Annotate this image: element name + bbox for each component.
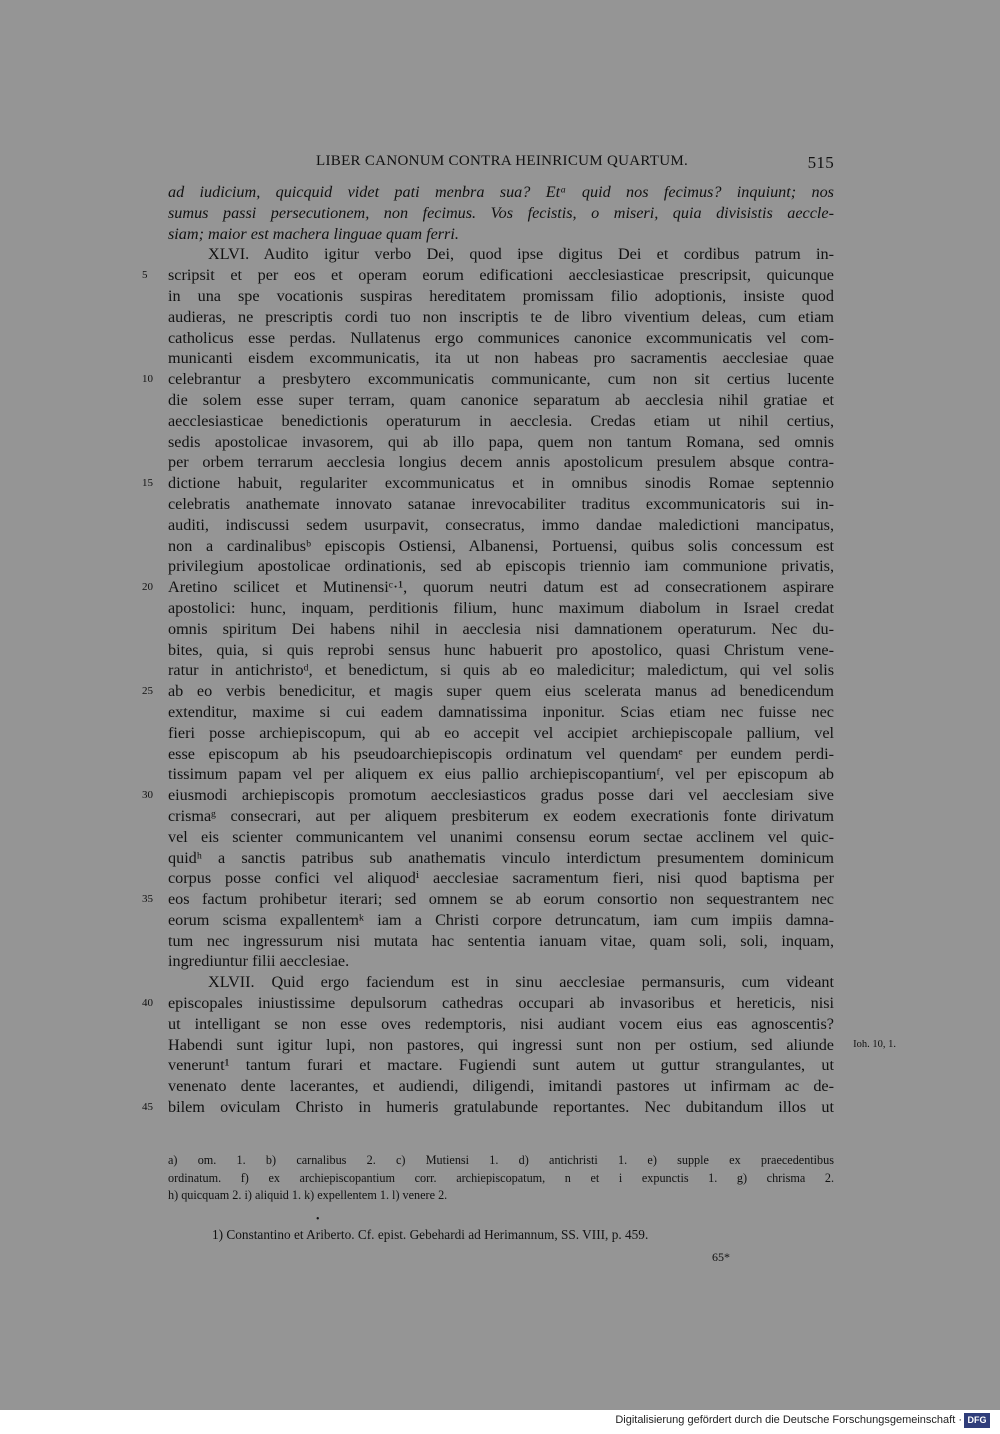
text-line bbox=[168, 1076, 834, 1097]
text-line bbox=[168, 744, 834, 765]
line-text: sedis apostolicae invasorem, qui ab illo papa, quem non tantum Romana, sed omnis bbox=[168, 432, 834, 451]
line-text: bilem oviculam Christo in humeris gratulabunde reportantes. Nec dubitandum illos ut bbox=[168, 1098, 834, 1117]
line-number: 5 bbox=[142, 269, 148, 282]
text-line bbox=[168, 848, 834, 869]
line-text: municanti eisdem excommunicatis, ita ut non habeas pro sacramentis aecclesiae quae bbox=[168, 349, 834, 368]
line-text: episcopales iniustissime depulsorum cathedras occupari ab invasoribus et hereticis, nisi bbox=[168, 994, 834, 1013]
line-text: tissimum papam vel per aliquem ex eius pallio archiepiscopantiumᶠ, vel per episcopum ab bbox=[168, 765, 834, 784]
text-line bbox=[168, 390, 834, 411]
text-line bbox=[168, 1055, 834, 1076]
line-text: tum nec ingressurum nisi mutata hac sententia ianuam vitae, quam soli, soli, inquam, bbox=[168, 931, 834, 950]
line-text: fieri posse archiepiscopum, qui ab eo accepit vel accipiet archiepiscopale pallium, vel bbox=[168, 723, 834, 742]
text-line bbox=[168, 764, 834, 785]
line-text: sumus passi persecutionem, non fecimus. Vos fecistis, o miseri, quia divisistis aeccle- bbox=[168, 203, 834, 222]
text-line bbox=[142, 473, 834, 494]
line-text: Habendi sunt igitur lupi, non pastores, qui ingressi sunt non per ostium, sed aliunde bbox=[168, 1035, 834, 1054]
text-line bbox=[168, 1014, 834, 1035]
text-line bbox=[168, 452, 834, 473]
text-line bbox=[168, 827, 834, 848]
text-line bbox=[142, 889, 834, 910]
text-line bbox=[168, 536, 834, 557]
text-line bbox=[142, 265, 834, 286]
line-text: venerunt¹ tantum furari et mactare. Fugiendi sunt autem ut guttur strangulantes, ut bbox=[168, 1056, 834, 1075]
line-text: aecclesiasticae benedictionis operaturum in aecclesia. Credas etiam ut nihil certius, bbox=[168, 411, 834, 430]
text-line bbox=[168, 931, 834, 952]
text-line bbox=[168, 868, 834, 889]
footnote-line: h) quicquam 2. i) aliquid 1. k) expellentem 1. l) venere 2. bbox=[168, 1188, 448, 1202]
line-number: 20 bbox=[142, 581, 153, 594]
line-text: XLVI. Audito igitur verbo Dei, quod ipse digitus Dei et cordibus patrum in- bbox=[208, 245, 834, 264]
dfg-logo-icon: DFG bbox=[964, 1413, 990, 1428]
line-text: dictione habuit, regulariter excommunicatus et in omnibus sinodis Romae septennio bbox=[168, 474, 834, 493]
text-line bbox=[168, 328, 834, 349]
text-line bbox=[168, 806, 834, 827]
line-text: corpus posse confici vel aliquodⁱ aecclesiae sacramentum fieri, nisi quod baptisma per bbox=[168, 869, 834, 888]
line-number: 15 bbox=[142, 477, 153, 490]
text-line bbox=[168, 660, 834, 681]
text-line bbox=[168, 224, 834, 245]
line-text: privilegium apostolicae ordinationis, sed ab episcopis triennio iam communione privatis, bbox=[168, 557, 834, 576]
line-text: crismaᵍ consecrari, aut per aliquem presbiterum ex eodem execrationis fonte dirivatum bbox=[168, 806, 834, 825]
main-text-block bbox=[142, 182, 896, 1118]
line-text: esse episcopum ab his pseudoarchiepiscopis ordinatum vel quendamᵉ per eundem perdi- bbox=[168, 744, 834, 763]
text-line bbox=[142, 993, 834, 1014]
text-line bbox=[168, 411, 834, 432]
line-number: 10 bbox=[142, 373, 153, 386]
text-line bbox=[168, 640, 834, 661]
text-line bbox=[142, 577, 834, 598]
line-text: per orbem terrarum aecclesia longius decem annis apostolicum presulem absque contra- bbox=[168, 453, 834, 472]
text-line bbox=[168, 182, 834, 203]
line-text: celebrantur a presbytero excommunicatis communicante, cum non sit certius lucente bbox=[168, 370, 834, 389]
line-text: bites, quia, si quis reprobi sensus hunc habuerit pro apostolico, quasi Christum vene- bbox=[168, 640, 834, 659]
text-line bbox=[168, 723, 834, 744]
line-text: audieras, ne prescriptis cordi tuo non inscriptis te de libro viventium deleas, cum etiam bbox=[168, 307, 834, 326]
line-text: XLVII. Quid ergo faciendum est in sinu aecclesiae permansuris, cum videant bbox=[208, 973, 834, 992]
line-text: auditi, indiscussi sedem usurpavit, consecratus, immo dandae maledictioni mancipatus, bbox=[168, 515, 834, 534]
line-text: eiusmodi archiepiscopis promotum aecclesiasticos gradus posse dari vel aecclesiam sive bbox=[168, 786, 834, 805]
line-number: 35 bbox=[142, 893, 153, 906]
critical-apparatus bbox=[168, 1152, 834, 1205]
text-line bbox=[168, 286, 834, 307]
line-number: 25 bbox=[142, 685, 153, 698]
line-text: scripsit et per eos et operam eorum edificationi aecclesiasticae prescripsit, quicunque bbox=[168, 266, 834, 285]
running-header bbox=[168, 153, 834, 175]
line-text: vel eis scienter communicantem vel unanimi consensu eorum sectae acclinem vel quic- bbox=[168, 827, 834, 846]
line-number: 30 bbox=[142, 789, 153, 802]
line-text: ab eo verbis benedicitur, et magis super quem eius scelerata manus ad benedicendum bbox=[168, 682, 834, 701]
line-text: eos factum prohibetur iterari; sed omnem se ab eorum consortio non sequestrantem nec bbox=[168, 890, 834, 909]
line-text: quidʰ a sanctis patribus sub anathematis vinculo interdictum presumentem dominicum bbox=[168, 848, 834, 867]
line-text: die solem esse super terram, quam canonice separatum ab aecclesia nihil gratiae et bbox=[168, 390, 834, 409]
text-line bbox=[168, 702, 834, 723]
text-line bbox=[168, 1035, 896, 1056]
line-text: non a cardinalibusᵇ episcopis Ostiensi, Albanensi, Portuensi, quibus solis concessum est bbox=[168, 536, 834, 555]
text-line bbox=[168, 598, 834, 619]
line-text: in una spe vocationis suspiras hereditatem promissam filio adoptionis, insiste quod bbox=[168, 286, 834, 305]
text-line bbox=[168, 910, 834, 931]
text-line bbox=[168, 556, 834, 577]
running-title: LIBER CANONUM CONTRA HEINRICUM QUARTUM. bbox=[316, 153, 689, 169]
text-line bbox=[168, 619, 834, 640]
line-text: celebratis anathemate innovato satanae inrevocabiliter traditus excommunicatoris sui in- bbox=[168, 494, 834, 513]
line-text: omnis spiritum Dei habens nihil in aecclesia nisi damnationem operaturum. Nec du- bbox=[168, 619, 834, 638]
line-text: extenditur, maxime si cui eadem damnatissima inponitur. Scias etiam nec fuisse nec bbox=[168, 702, 834, 721]
line-text: Aretino scilicet et Mutinensiᶜ·¹, quorum neutri datum est ad consecrationem aspirare bbox=[168, 578, 834, 597]
line-text: apostolici: hunc, inquam, perditionis filium, hunc maximum diabolum in Israel credat bbox=[168, 598, 834, 617]
text-line bbox=[142, 681, 834, 702]
line-text: ad iudicium, quicquid videt pati menbra sua? Etᵃ quid nos fecimus? inquiunt; nos bbox=[168, 183, 834, 201]
footnote-line: ordinatum. f) ex archiepiscopantium corr. archiepiscopatum, n et i expunctis 1. g) chrisma 2. bbox=[168, 1170, 834, 1185]
line-number: 45 bbox=[142, 1101, 153, 1114]
line-text: catholicus esse perdas. Nullatenus ergo communices canonice excommunicatis vel com- bbox=[168, 328, 834, 347]
page-number: 515 bbox=[807, 153, 834, 172]
footnote-line: a) om. 1. b) carnalibus 2. c) Mutiensi 1. d) antichristi 1. e) supple ex praecedentibus bbox=[168, 1153, 834, 1167]
text-line bbox=[168, 515, 834, 536]
text-line bbox=[168, 244, 834, 265]
text-line bbox=[168, 972, 834, 993]
source-note: 1) Constantino et Ariberto. Cf. epist. Gebehardi ad Herimannum, SS. VIII, p. 459. bbox=[212, 1227, 649, 1242]
text-line bbox=[142, 785, 834, 806]
ink-dot: • bbox=[316, 1214, 320, 1225]
text-line bbox=[142, 369, 834, 390]
line-text: ratur in antichristoᵈ, et benedictum, si quis ab eo maledicitur; maledictum, qui vel solis bbox=[168, 661, 834, 680]
margin-reference: Ioh. 10, 1. bbox=[853, 1038, 896, 1050]
text-line bbox=[168, 951, 834, 972]
line-text: ut intelligant se non esse oves redemptoris, nisi audiant vocem eius eas agnoscentis? bbox=[168, 1014, 834, 1033]
line-text: siam; maior est machera linguae quam ferri. bbox=[168, 224, 459, 243]
text-line bbox=[168, 203, 834, 224]
text-line bbox=[168, 307, 834, 328]
text-line bbox=[142, 1097, 834, 1118]
footer-bar bbox=[0, 1410, 1000, 1434]
line-text: venenato dente lacerantes, et audiendi, diligendi, imitandi pastores ut infirmam ac de- bbox=[168, 1077, 834, 1096]
line-number: 40 bbox=[142, 997, 153, 1010]
line-text: ingrediuntur filii aecclesiae. bbox=[168, 952, 350, 971]
text-line bbox=[168, 494, 834, 515]
text-line bbox=[168, 348, 834, 369]
signature-mark: 65* bbox=[712, 1250, 730, 1264]
line-text: eorum scisma expallentemᵏ iam a Christi corpore detruncatum, iam cum impiis damna- bbox=[168, 910, 834, 929]
text-line bbox=[168, 432, 834, 453]
footer-credit: Digitalisierung gefördert durch die Deutsche Forschungsgemeinschaft · bbox=[615, 1414, 962, 1426]
